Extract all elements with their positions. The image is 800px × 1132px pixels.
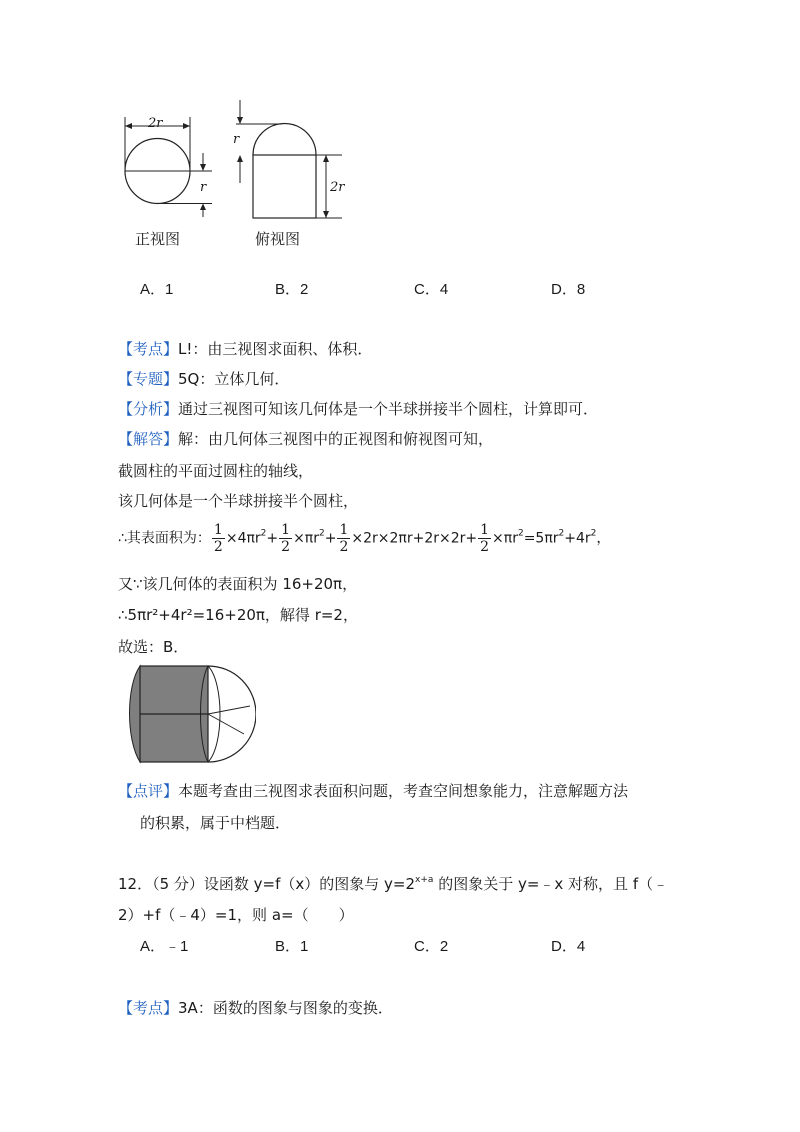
fraction-half: $\frac{1}{2}$ (281, 522, 291, 555)
zhuanti-line (118, 368, 289, 389)
fraction-half: $\frac{1}{2}$ (213, 522, 223, 555)
q12-line-2: 2）+f（﹣4）=1，则 a=（ ） (118, 906, 354, 924)
front-dim-arrow-right (183, 123, 190, 129)
radius-line (208, 706, 250, 714)
q12-kaodian-tag: 【考点】 (118, 999, 179, 1017)
front-dim-arrow-left (125, 123, 132, 129)
fenxi-line (118, 398, 598, 419)
q12-exponent: x+a (415, 875, 434, 885)
radius-line-lower (208, 714, 244, 734)
top-view-rectangle (253, 155, 316, 218)
solid-figure (124, 662, 256, 768)
dianping-line-1 (118, 780, 628, 801)
q12-choice-c: C．2 (414, 938, 449, 955)
left-half-ellipse (130, 666, 141, 762)
q12-line-1: 12．（5 分）设函数 y=f（x）的图象与 $y=2^{x+a}$ 的图象关于 y=﹣x 对称，且 f（﹣ (118, 875, 669, 893)
top-view-r-arrowhead-upper (237, 117, 243, 124)
dianping-tag: 【点评】 (118, 782, 179, 800)
label-2r-top: 2r (148, 116, 163, 131)
solve-line: ∴5πr²+4r²=16+20π，解得 r=2， (118, 606, 358, 624)
fenxi-text: 通过三视图可知该几何体是一个半球拼接半个圆柱，计算即可． (178, 400, 599, 418)
q11-choice-a: A．1 (140, 281, 174, 298)
q12-choice-a: A．﹣1 (140, 938, 189, 955)
answer-line: 故选：B． (118, 638, 189, 656)
solution-line-3: 该几何体是一个半球拼接半个圆柱， (118, 492, 359, 510)
jieda-text: 解：由几何体三视图中的正视图和俯视图可知， (178, 430, 494, 448)
dianping-line-2: 的积累，属于中档题． (140, 814, 291, 832)
jieda-line (118, 428, 493, 449)
q12-choice-b: B．1 (275, 938, 309, 955)
kaodian-text: L!：由三视图求面积、体积． (178, 340, 373, 358)
fraction-half: $\frac{1}{2}$ (339, 522, 349, 555)
caption-top-view: 俯视图 (255, 230, 301, 248)
label-r-top: r (233, 132, 240, 147)
surface-area-formula: ∴其表面积为： $\frac{1}{2}$ $\times 4\pi r^2+$ $\frac{1}{2}$ $\times\pi r^2+$ $\frac{1}{2}$ ×2r×2πr+2r×2r+ $\frac{1}{2}$ $\times\pi r^2=5\pi r^2+4r^2$， (118, 522, 611, 555)
q12-kaodian-line (118, 997, 393, 1018)
jieda-tag: 【解答】 (118, 430, 179, 448)
zhuanti-tag: 【专题】 (118, 370, 179, 388)
q12-kaodian-text: 3A：函数的图象与图象的变换． (178, 999, 393, 1017)
caption-front-view: 正视图 (135, 230, 181, 248)
fraction-half: $\frac{1}{2}$ (480, 522, 490, 555)
top-view-2r-arrowhead-top (323, 155, 329, 162)
label-2r-side: 2r (330, 180, 345, 195)
kaodian-line (118, 338, 372, 359)
fenxi-tag: 【分析】 (118, 400, 179, 418)
q12-choice-d: D．4 (551, 938, 586, 955)
top-view-2r-arrowhead-bottom (323, 211, 329, 218)
front-r-arrowhead-bottom (200, 204, 206, 211)
q11-choice-d: D．8 (551, 281, 586, 298)
q11-choice-c: C．4 (414, 281, 449, 298)
dianping-text-1: 本题考查由三视图求表面积问题，考查空间想象能力，注意解题方法 (178, 782, 629, 800)
q11-choice-b: B．2 (275, 281, 309, 298)
kaodian-tag: 【考点】 (118, 340, 179, 358)
front-r-arrowhead-top (200, 164, 206, 171)
zhuanti-text: 5Q：立体几何． (178, 370, 290, 388)
given-area-line: 又∵该几何体的表面积为 16+20π， (118, 575, 358, 593)
solution-line-2: 截圆柱的平面过圆柱的轴线， (118, 462, 314, 480)
label-r-front: r (200, 180, 207, 195)
top-view-r-arrowhead-lower (237, 155, 243, 162)
top-view-semicircle (253, 124, 316, 156)
